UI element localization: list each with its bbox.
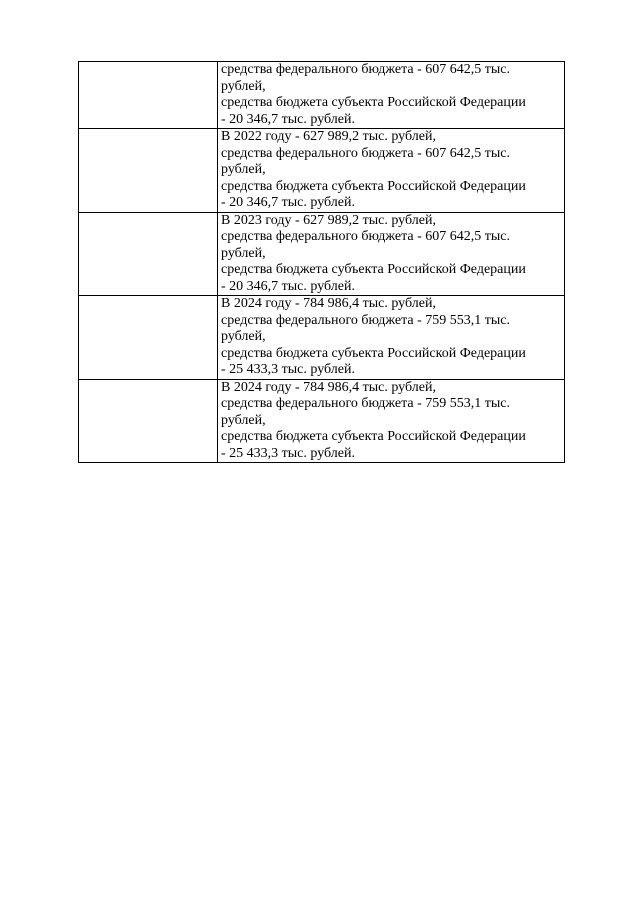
funding-cell (218, 62, 565, 129)
left-empty-cell (79, 62, 218, 129)
funding-text-line: - 20 346,7 тыс. рублей. (221, 195, 355, 210)
funding-text-line: В 2023 году - 627 989,2 тыс. рублей, (221, 212, 436, 228)
funding-text (218, 380, 564, 463)
funding-text-line: рублей, (221, 162, 266, 177)
table-row (79, 379, 565, 463)
table-row (79, 212, 565, 296)
funding-text-line: средства федерального бюджета - 607 642,5 тыс. (221, 62, 510, 77)
funding-text-line: рублей, (221, 245, 266, 261)
funding-text-line: средства бюджета субъекта Российской Федерации (221, 178, 526, 194)
funding-text-line: рублей, (221, 412, 266, 428)
table-row (79, 296, 565, 380)
funding-text-line: рублей, (221, 78, 266, 94)
funding-text (218, 296, 564, 379)
funding-text-line: - 25 433,3 тыс. рублей. (221, 445, 355, 461)
left-empty-cell (79, 379, 218, 463)
funding-text (218, 213, 564, 296)
funding-text-line: средства бюджета субъекта Российской Федерации (221, 429, 526, 444)
left-empty-cell (79, 296, 218, 380)
funding-cell (218, 129, 565, 213)
funding-text-line: средства бюджета субъекта Российской Федерации (221, 345, 526, 361)
funding-text-line: средства федерального бюджета - 759 553,1 тыс. (221, 312, 510, 328)
funding-text-line: - 20 346,7 тыс. рублей. (221, 111, 355, 127)
funding-cell (218, 296, 565, 380)
funding-cell (218, 212, 565, 296)
funding-text-line: средства бюджета субъекта Российской Федерации (221, 262, 526, 277)
funding-text-line: - 25 433,3 тыс. рублей. (221, 362, 355, 377)
funding-text-line: В 2022 году - 627 989,2 тыс. рублей, (221, 129, 436, 144)
funding-text-line: средства федерального бюджета - 759 553,1 тыс. (221, 396, 510, 411)
funding-cell (218, 379, 565, 463)
funding-text (218, 129, 564, 212)
funding-table-body (79, 62, 565, 463)
funding-text-line: В 2024 году - 784 986,4 тыс. рублей, (221, 379, 436, 395)
funding-text-line: В 2024 году - 784 986,4 тыс. рублей, (221, 296, 436, 311)
left-empty-cell (79, 212, 218, 296)
funding-text-line: средства бюджета субъекта Российской Федерации (221, 95, 526, 110)
funding-text-line: средства федерального бюджета - 607 642,5 тыс. (221, 229, 510, 244)
funding-text-line: средства федерального бюджета - 607 642,5 тыс. (221, 145, 510, 161)
funding-text-line: - 20 346,7 тыс. рублей. (221, 278, 355, 294)
left-empty-cell (79, 129, 218, 213)
funding-table (78, 61, 565, 463)
funding-text-line: рублей, (221, 329, 266, 344)
table-row (79, 62, 565, 129)
table-row (79, 129, 565, 213)
funding-text (218, 62, 564, 128)
